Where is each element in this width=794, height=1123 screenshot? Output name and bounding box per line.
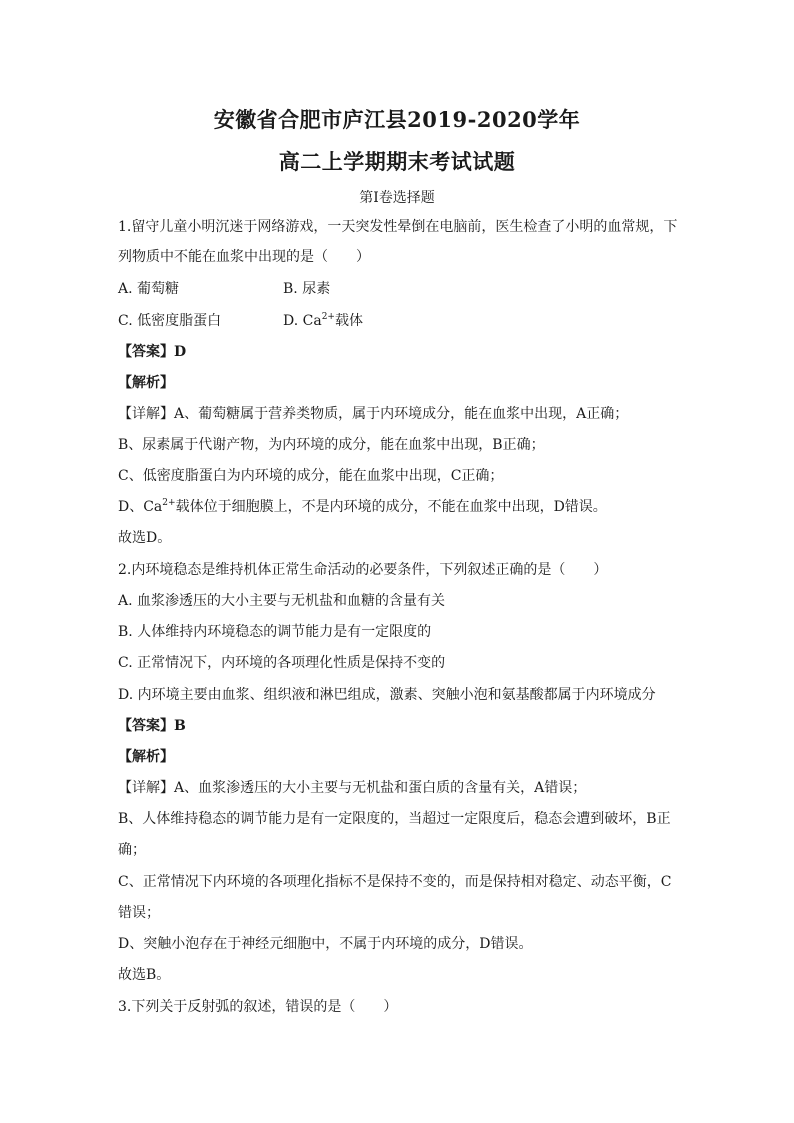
q1-option-b: B. 尿素 xyxy=(283,281,331,297)
q1-stem-line2: 列物质中不能在血浆中出现的是（ ） xyxy=(118,249,370,265)
q1-answer: 【答案】D xyxy=(118,344,187,360)
q1-detail-line3: C、低密度脂蛋白为内环境的成分，能在血浆中出现，C正确； xyxy=(118,468,504,484)
q1-option-a: A. 葡萄糖 xyxy=(118,281,180,297)
q2-answer: 【答案】B xyxy=(118,718,186,734)
q1-option-c: C. 低密度脂蛋白 xyxy=(118,313,222,329)
q1-detail-line2: B、尿素属于代谢产物，为内环境的成分，能在血浆中出现，B正确； xyxy=(118,437,545,453)
q2-detail-line4: C、正常情况下内环境的各项理化指标不是保持不变的，而是保持相对稳定、动态平衡，C xyxy=(118,874,672,890)
q1-detail-line4: D、$Ca^{2+}$载体位于细胞膜上，不是内环境的成分，不能在血浆中出现，D错误。 xyxy=(118,498,607,515)
document-title-line1: 安徽省合肥市庐江县2019-2020学年 xyxy=(213,107,581,132)
q2-detail-line1: 【详解】A、血浆渗透压的大小主要与无机盐和蛋白质的含量有关，A错误； xyxy=(118,780,587,796)
q2-detail-line5: 错误； xyxy=(118,905,160,921)
q2-option-a: A. 血浆渗透压的大小主要与无机盐和血糖的含量有关 xyxy=(118,593,446,609)
q1-analysis-label: 【解析】 xyxy=(118,375,174,391)
q2-option-d: D. 内环境主要由血浆、组织液和淋巴组成，激素、突触小泡和氨基酸都属于内环境成分 xyxy=(118,687,656,703)
q2-detail-line3: 确； xyxy=(118,842,146,858)
q1-detail-line1: 【详解】A、葡萄糖属于营养类物质，属于内环境成分，能在血浆中出现，A正确； xyxy=(118,406,629,422)
q2-option-c: C. 正常情况下，内环境的各项理化性质是保持不变的 xyxy=(118,655,446,671)
q2-detail-line2: B、人体维持稳态的调节能力是有一定限度的，当超过一定限度后，稳态会遭到破坏，B正 xyxy=(118,811,671,827)
q2-detail-line6: D、突触小泡存在于神经元细胞中，不属于内环境的成分，D错误。 xyxy=(118,936,533,952)
q1-stem-line1: 1.留守儿童小明沉迷于网络游戏，一天突发性晕倒在电脑前，医生检查了小明的血常规，下 xyxy=(118,219,678,235)
q2-analysis-label: 【解析】 xyxy=(118,749,174,765)
q2-option-b: B. 人体维持内环境稳态的调节能力是有一定限度的 xyxy=(118,624,432,640)
q2-conclusion: 故选B。 xyxy=(118,967,171,983)
q3-stem: 3.下列关于反射弧的叙述，错误的是（ ） xyxy=(118,999,398,1015)
document-title-line2: 高二上学期期末考试试题 xyxy=(278,149,516,174)
q1-conclusion: 故选D。 xyxy=(118,530,172,546)
section-heading: 第Ⅰ卷选择题 xyxy=(359,190,435,206)
q2-stem: 2.内环境稳态是维持机体正常生命活动的必要条件，下列叙述正确的是（ ） xyxy=(118,562,608,578)
q1-option-d: D. $Ca^{2+}$载体 xyxy=(283,312,363,329)
